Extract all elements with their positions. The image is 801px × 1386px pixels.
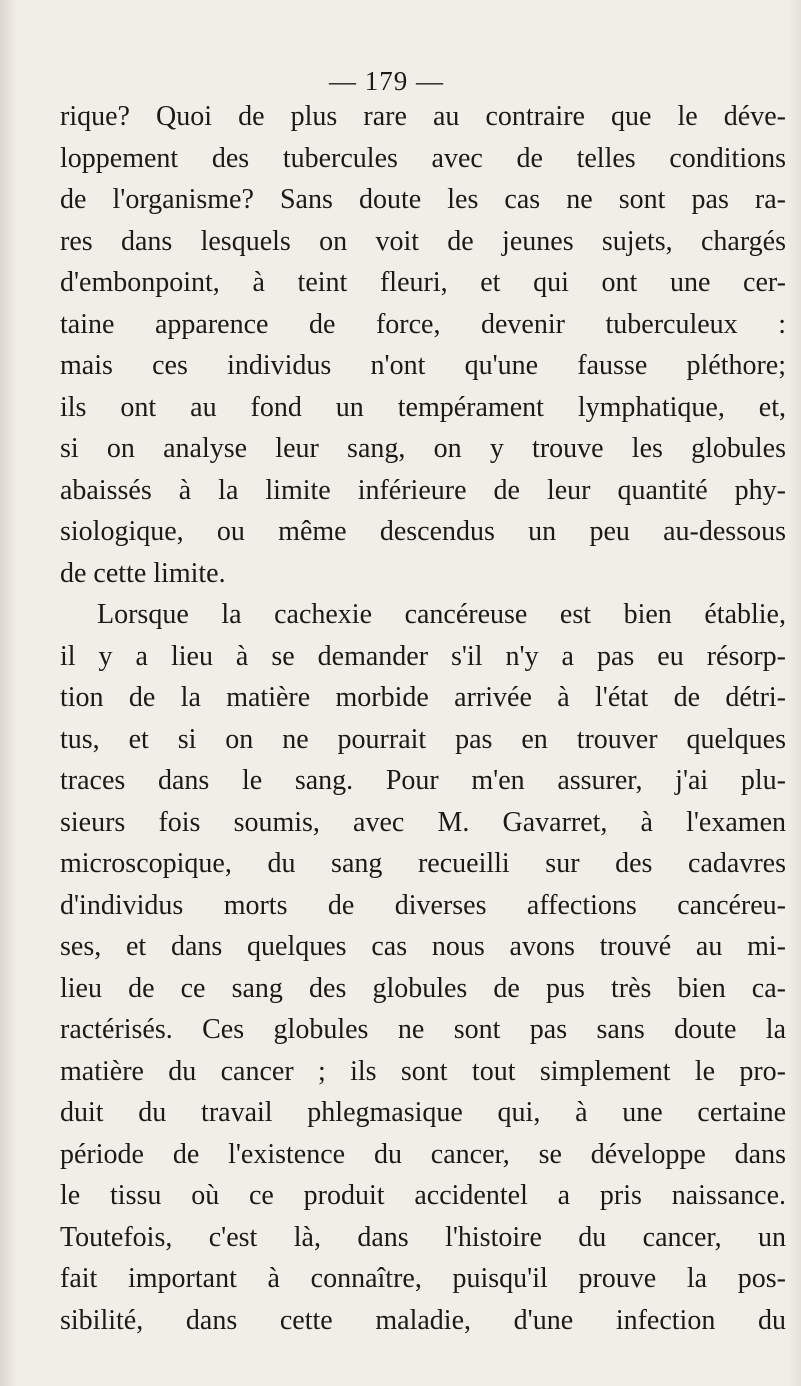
text-line: abaissés à la limite inférieure de leur quantité phy- <box>60 474 786 506</box>
text-line: taine apparence de force, devenir tuberculeux : <box>60 308 786 340</box>
text-line: lieu de ce sang des globules de pus très bien ca- <box>60 972 786 1004</box>
text-line: le tissu où ce produit accidentel a pris naissance. <box>60 1180 786 1211</box>
page-number: — 179 — <box>329 66 444 96</box>
paragraph-start-line: Lorsque la cachexie cancéreuse est bien établie, <box>97 599 786 630</box>
text-line: Toutefois, c'est là, dans l'histoire du cancer, un <box>60 1221 786 1253</box>
text-line: loppement des tubercules avec de telles conditions <box>60 142 786 174</box>
text-line: sibilité, dans cette maladie, d'une infection du <box>60 1304 786 1336</box>
text-line: res dans lesquels on voit de jeunes sujets, chargés <box>60 225 786 257</box>
paragraph-end-line: de cette limite. <box>60 557 226 589</box>
text-line: ses, et dans quelques cas nous avons trouvé au mi- <box>60 931 786 962</box>
text-line: microscopique, du sang recueilli sur des cadavres <box>60 848 786 879</box>
text-line: ils ont au fond un tempérament lymphatique, et, <box>60 391 786 423</box>
text-line: mais ces individus n'ont qu'une fausse pléthore; <box>60 350 786 381</box>
text-line: siologique, ou même descendus un peu au-dessous <box>60 516 786 547</box>
text-line: de l'organisme? Sans doute les cas ne sont pas ra- <box>60 184 786 215</box>
text-line: matière du cancer ; ils sont tout simplement le pro- <box>60 1055 786 1087</box>
text-line: rique? Quoi de plus rare au contraire que le déve- <box>60 101 786 132</box>
text-line: fait important à connaître, puisqu'il prouve la pos- <box>60 1263 786 1294</box>
text-line: d'individus morts de diverses affections cancéreu- <box>60 889 786 921</box>
text-line: duit du travail phlegmasique qui, à une certaine <box>60 1097 786 1128</box>
text-line: sieurs fois soumis, avec M. Gavarret, à l'examen <box>60 806 786 838</box>
text-line: période de l'existence du cancer, se développe dans <box>60 1138 786 1170</box>
text-line: d'embonpoint, à teint fleuri, et qui ont une cer- <box>60 267 786 298</box>
text-line: il y a lieu à se demander s'il n'y a pas eu résorp- <box>60 640 786 672</box>
body-text <box>60 96 786 1341</box>
text-line: si on analyse leur sang, on y trouve les globules <box>60 433 786 464</box>
text-line: tion de la matière morbide arrivée à l'état de détri- <box>60 682 786 713</box>
text-line: ractérisés. Ces globules ne sont pas sans doute la <box>60 1014 786 1045</box>
text-line: traces dans le sang. Pour m'en assurer, j'ai plu- <box>60 765 786 796</box>
text-line: tus, et si on ne pourrait pas en trouver quelques <box>60 723 786 755</box>
